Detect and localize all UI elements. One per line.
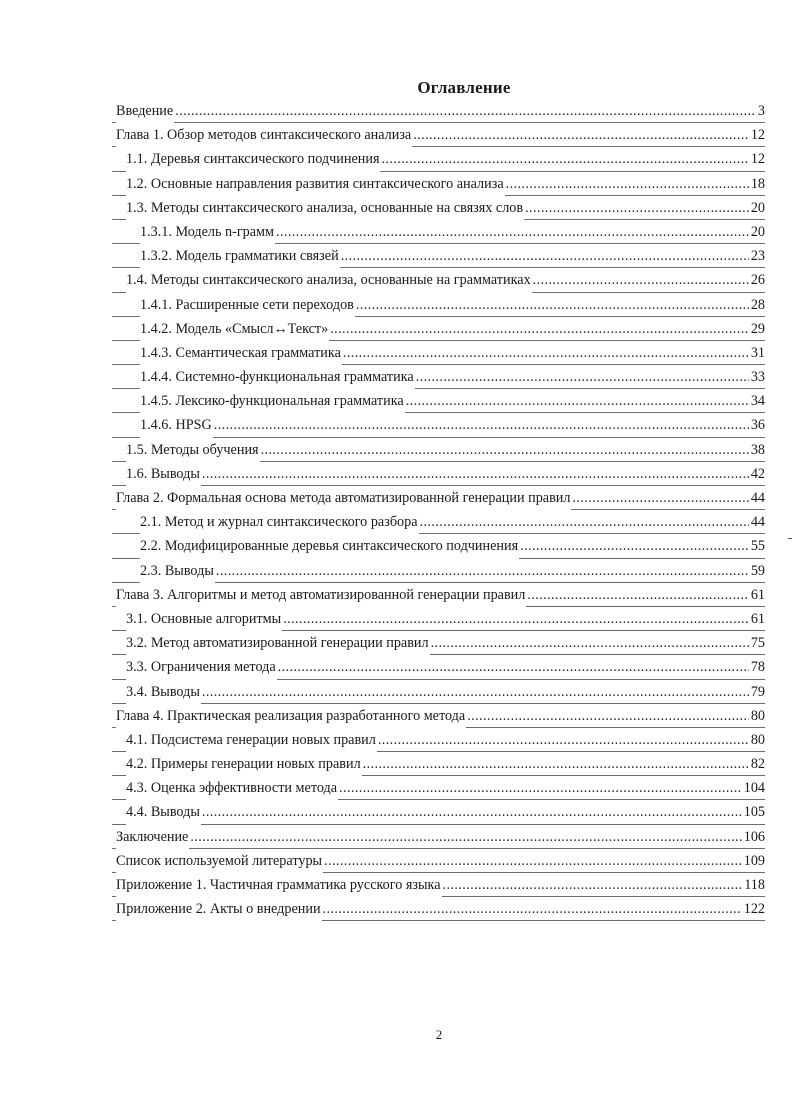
dot-leader: [527, 583, 748, 607]
toc-entry-1-4-5[interactable]: [112, 389, 765, 413]
toc-entry-1-2[interactable]: [112, 172, 765, 196]
toc-entry-page: 38: [750, 441, 765, 458]
toc-entry-page: 80: [750, 731, 765, 748]
dot-leader: [572, 486, 748, 510]
dot-leader: [330, 317, 749, 341]
dot-leader: [378, 728, 749, 752]
dot-leader: [406, 389, 749, 413]
toc-entry-page: 79: [750, 683, 765, 700]
toc-entry-page: 122: [743, 901, 765, 918]
toc-entry-page: 18: [750, 175, 765, 192]
dot-leader: [431, 631, 749, 655]
toc-entry-page: 26: [750, 272, 765, 289]
page-number: 2: [435, 1027, 443, 1042]
dot-leader: [416, 365, 749, 389]
toc-entry-label: Заключение: [116, 825, 189, 849]
toc-entry-page: 105: [743, 804, 765, 821]
dot-leader: [202, 462, 749, 486]
toc-entry-label: Введение: [116, 99, 174, 123]
dot-leader: [323, 897, 742, 921]
toc-entry-page: 118: [744, 877, 765, 893]
table-of-contents: [112, 99, 765, 921]
dot-leader: [413, 123, 749, 147]
toc-entry-page: 78: [750, 659, 765, 676]
toc-entry-label: 1.4.1. Расширенные сети переходов: [140, 293, 355, 317]
dot-leader: [356, 293, 749, 317]
dot-leader: [343, 341, 749, 365]
dot-leader: [278, 655, 749, 679]
toc-entry-page: 3: [757, 103, 765, 119]
toc-entry-3-1[interactable]: [112, 607, 765, 631]
toc-entry-1-5[interactable]: [112, 438, 765, 462]
toc-entry-label: 1.1. Деревья синтаксического подчинения: [126, 147, 380, 171]
toc-entry-label: 1.4.4. Системно-функциональная грамматика: [140, 365, 415, 389]
toc-entry-page: 44: [750, 490, 765, 506]
toc-entry-1-3-2[interactable]: [112, 244, 765, 268]
dot-leader: [202, 680, 749, 704]
toc-entry-page: 28: [750, 296, 765, 313]
dot-leader: [363, 752, 749, 776]
dot-leader: [216, 559, 749, 583]
dot-leader: [190, 825, 741, 849]
toc-entry-label: 1.6. Выводы: [126, 462, 201, 486]
toc-entry-references[interactable]: [112, 849, 765, 873]
toc-entry-label: 1.4.3. Семантическая грамматика: [140, 341, 342, 365]
dot-leader: [175, 99, 756, 123]
toc-entry-label: 1.3. Методы синтаксического анализа, основанные на связях слов: [126, 196, 524, 220]
dot-leader: [506, 172, 749, 196]
dot-leader: [420, 510, 749, 534]
toc-entry-4-1[interactable]: [112, 728, 765, 752]
toc-entry-label: 3.3. Ограничения метода: [126, 655, 277, 679]
toc-entry-conclusion[interactable]: [112, 825, 765, 849]
toc-entry-3-2[interactable]: [112, 631, 765, 655]
toc-entry-label: 1.2. Основные направления развития синтаксического анализа: [126, 172, 505, 196]
scan-edge-mark: [788, 538, 792, 539]
toc-entry-label: Глава 4. Практическая реализация разработанного метода: [116, 704, 466, 728]
toc-entry-page: 31: [750, 344, 765, 361]
toc-entry-page: 82: [750, 756, 765, 773]
toc-entry-label: Глава 1. Обзор методов синтаксического анализа: [116, 123, 412, 147]
dot-leader: [261, 438, 749, 462]
toc-entry-label: 1.3.2. Модель грамматики связей: [140, 244, 340, 268]
toc-entry-2-3[interactable]: [112, 559, 765, 583]
toc-title: Оглавление: [417, 78, 511, 97]
toc-entry-label: Глава 3. Алгоритмы и метод автоматизированной генерации правил: [116, 583, 526, 607]
toc-entry-1-1[interactable]: [112, 147, 765, 171]
toc-entry-label: Приложение 2. Акты о внедрении: [116, 897, 322, 921]
dot-leader: [341, 244, 749, 268]
toc-entry-label: 3.1. Основные алгоритмы: [126, 607, 282, 631]
toc-entry-page: 42: [750, 465, 765, 482]
toc-entry-label: 4.3. Оценка эффективности метода: [126, 776, 338, 800]
toc-entry-label: Список используемой литературы: [116, 849, 323, 873]
toc-entry-1-3[interactable]: [112, 196, 765, 220]
dot-leader: [339, 776, 742, 800]
toc-entry-page: 34: [750, 393, 765, 410]
toc-entry-label: 1.4. Методы синтаксического анализа, основанные на грамматиках: [126, 268, 532, 292]
toc-entry-4-4[interactable]: [112, 800, 765, 824]
toc-entry-label: 4.2. Примеры генерации новых правил: [126, 752, 362, 776]
toc-entry-page: 12: [750, 151, 765, 168]
toc-entry-label: 4.1. Подсистема генерации новых правил: [126, 728, 377, 752]
toc-entry-page: 75: [750, 635, 765, 652]
toc-entry-page: 20: [750, 223, 765, 240]
toc-entry-1-4-6[interactable]: [112, 413, 765, 437]
toc-entry-1-4-1[interactable]: [112, 293, 765, 317]
toc-entry-page: 20: [750, 199, 765, 216]
toc-entry-page: 104: [743, 780, 765, 797]
toc-entry-1-4[interactable]: [112, 268, 765, 292]
toc-entry-page: 29: [750, 320, 765, 337]
toc-entry-label: 2.1. Метод и журнал синтаксического разбора: [140, 510, 419, 534]
dot-leader: [324, 849, 742, 873]
toc-entry-1-6[interactable]: [112, 462, 765, 486]
toc-entry-label: 2.3. Выводы: [140, 559, 215, 583]
toc-entry-page: 33: [750, 369, 765, 386]
toc-entry-introduction[interactable]: [112, 99, 765, 123]
toc-entry-appendix-1[interactable]: [112, 873, 765, 897]
toc-entry-page: 61: [750, 610, 765, 627]
toc-entry-page: 23: [750, 248, 765, 265]
toc-entry-chapter-1[interactable]: [112, 123, 765, 147]
toc-entry-label: 1.4.5. Лексико-функциональная грамматика: [140, 389, 405, 413]
toc-entry-page: 80: [750, 707, 765, 724]
dot-leader: [283, 607, 749, 631]
toc-entry-page: 59: [750, 562, 765, 579]
toc-entry-page: 44: [750, 514, 765, 531]
dot-leader: [381, 147, 748, 171]
toc-entry-3-4[interactable]: [112, 680, 765, 704]
toc-entry-2-1[interactable]: [112, 510, 765, 534]
toc-entry-label: 1.3.1. Модель n-грамм: [140, 220, 275, 244]
toc-entry-label: 1.5. Методы обучения: [126, 438, 260, 462]
toc-entry-page: 109: [743, 852, 765, 869]
dot-leader: [525, 196, 749, 220]
toc-entry-page: 55: [750, 538, 765, 555]
dot-leader: [443, 873, 743, 897]
toc-entry-label: Приложение 1. Частичная грамматика русского языка: [116, 873, 442, 897]
toc-entry-2-2[interactable]: [112, 534, 765, 558]
toc-entry-1-3-1[interactable]: [112, 220, 765, 244]
toc-entry-3-3[interactable]: [112, 655, 765, 679]
toc-entry-page: 106: [743, 828, 765, 845]
toc-entry-label: 3.2. Метод автоматизированной генерации правил: [126, 631, 430, 655]
toc-entry-label: 4.4. Выводы: [126, 800, 201, 824]
toc-entry-4-2[interactable]: [112, 752, 765, 776]
toc-entry-chapter-3[interactable]: [112, 583, 765, 607]
toc-entry-label: 1.4.6. HPSG: [140, 413, 213, 437]
toc-entry-label: 2.2. Модифицированные деревья синтаксического подчинения: [140, 534, 519, 558]
toc-entry-1-4-4[interactable]: [112, 365, 765, 389]
dot-leader: [467, 704, 749, 728]
toc-entry-page: 12: [750, 127, 765, 144]
dot-leader: [520, 534, 749, 558]
toc-entry-1-4-2[interactable]: [112, 317, 765, 341]
toc-entry-4-3[interactable]: [112, 776, 765, 800]
toc-entry-appendix-2[interactable]: [112, 897, 765, 921]
toc-entry-label: Глава 2. Формальная основа метода автоматизированной генерации правил: [116, 486, 571, 510]
toc-entry-1-4-3[interactable]: [112, 341, 765, 365]
dot-leader: [214, 413, 749, 437]
toc-entry-label: 3.4. Выводы: [126, 680, 201, 704]
toc-entry-label: 1.4.2. Модель «Смысл↔Текст»: [140, 317, 329, 341]
dot-leader: [276, 220, 749, 244]
toc-entry-chapter-4[interactable]: [112, 704, 765, 728]
dot-leader: [202, 800, 742, 824]
toc-entry-page: 36: [750, 417, 765, 434]
dot-leader: [533, 268, 749, 292]
toc-entry-page: 61: [750, 586, 765, 603]
toc-entry-chapter-2[interactable]: [112, 486, 765, 510]
